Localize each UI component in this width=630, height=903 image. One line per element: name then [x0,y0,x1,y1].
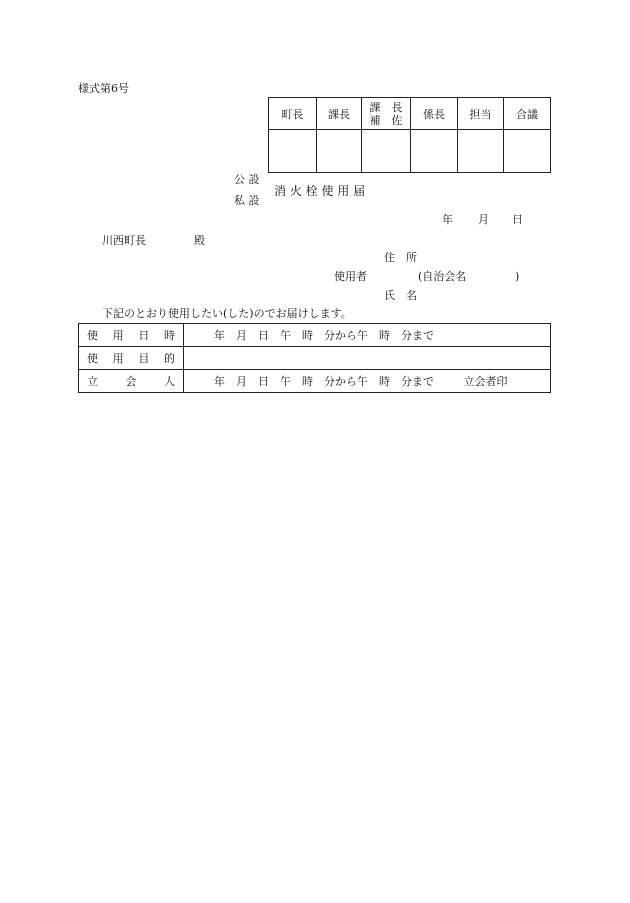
title-private: 私 設 [234,194,260,207]
stamp-box-section-chief[interactable] [317,130,362,173]
date-month: 月 [478,213,489,226]
document-title: 消 火 栓 使 用 届 [274,184,366,198]
association-close: ) [515,270,520,283]
field-usage-datetime[interactable]: 年 月 日 午 時 分から午 時 分まで [184,324,551,347]
stamp-header-subsection-chief: 係長 [411,98,458,130]
address-label: 住 所 [384,251,417,264]
stamp-box-consultation[interactable] [504,130,551,173]
stamp-box-mayor[interactable] [269,130,317,173]
stamp-header-staff: 担当 [458,98,504,130]
table-row [79,347,551,370]
date-year: 年 [442,213,453,226]
field-usage-purpose[interactable] [184,347,551,370]
label-witness: 立 会 人 [79,370,184,393]
name-label: 氏 名 [384,289,417,302]
stamp-box-subsection-chief[interactable] [411,130,458,173]
table-row [79,324,551,347]
stamp-header-mayor: 町長 [269,98,317,130]
table-row [79,370,551,393]
field-witness[interactable]: 年 月 日 午 時 分から午 時 分まで 立会者印 [184,370,551,393]
date-day: 日 [512,213,523,226]
form-number: 様式第6号 [78,82,129,95]
intro-text: 下記のとおり使用したい(した)のでお届けします。 [102,307,352,320]
addressee-honorific: 殿 [194,234,205,247]
stamp-box-staff[interactable] [458,130,504,173]
stamp-header-consultation: 合議 [504,98,551,130]
label-usage-purpose: 使 用 目 的 [79,347,184,370]
stamp-box-deputy-chief[interactable] [362,130,411,173]
label-usage-datetime: 使 用 日 時 [79,324,184,347]
association-label: (自治会名 [418,270,467,283]
addressee-name: 川西町長 [102,234,146,247]
approval-stamp-table [268,97,551,173]
usage-form-table [78,323,551,393]
witness-seal-label: 立会者印 [463,375,508,388]
stamp-header-deputy-chief: 課 長 補 佐 [362,98,411,130]
title-public: 公 設 [234,173,260,186]
user-label: 使用者 [334,270,367,283]
stamp-header-section-chief: 課長 [317,98,362,130]
